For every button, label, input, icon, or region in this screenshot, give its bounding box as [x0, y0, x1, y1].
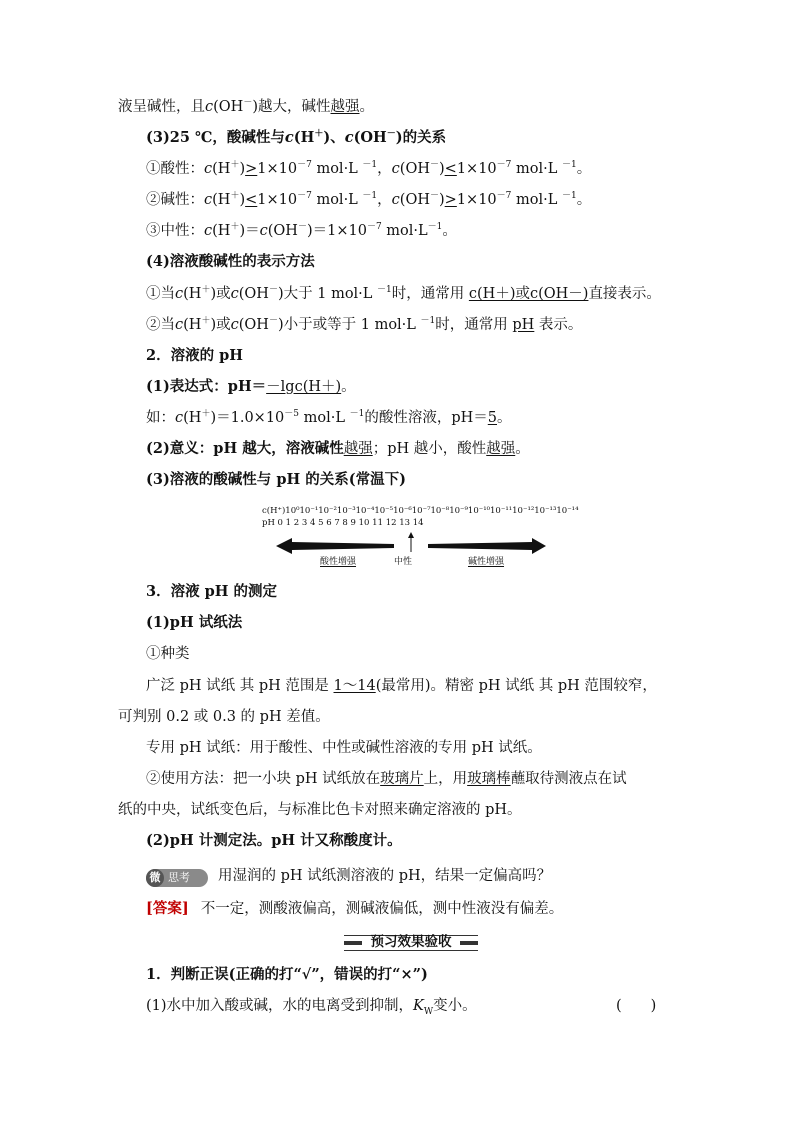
question-1: 1．判断正误(正确的打“√”，错误的打“×”): [146, 966, 428, 983]
section-2-heading: 2．溶液的 pH: [146, 347, 243, 364]
neutral-label: 中性: [394, 557, 413, 567]
ph-row: pH 0 1 2 3 4 5 6 7 8 9 10 11 12 13 14: [262, 518, 424, 528]
line-16: ①种类: [146, 646, 190, 662]
acid-arrow: [276, 538, 394, 554]
base-arrow: [428, 538, 546, 554]
line-7: ①当c(H＋)或c(OH－)大于 1 mol·L $^{-1}$时，通常用 c(H＋)或c(OH－)直接表示。: [146, 285, 661, 302]
think-question: 微 思考 用湿润的 pH 试纸测溶液的 pH，结果一定偏高吗？: [146, 866, 551, 886]
question-1-item-1: (1)水中加入酸或碱，水的电离受到抑制，$K_W$变小。 ( ): [146, 998, 657, 1017]
base-label: 碱性增强: [468, 557, 505, 567]
neutral-arrow-head: [408, 532, 414, 538]
line-15: (1)pH 试纸法: [146, 614, 243, 631]
line-2: (3)25 ℃，酸碱性与c(H＋)、c(OH－)的关系: [146, 129, 447, 146]
line-20: ②使用方法：把一小块 pH 试纸放在玻璃片上，用玻璃棒蘸取待测液点在试: [146, 771, 627, 787]
think-badge: 微 思考: [146, 869, 208, 887]
line-3: ①酸性：$c(H^+)>1\times 10^{-7}$ mol·L $^{-1}$，$c(OH^-)<1\times 10^{-7}$ mol·L $^{-1}$。: [146, 160, 592, 177]
section-3-heading: 3．溶液 pH 的测定: [146, 583, 278, 600]
concentration-row: c(H⁺)10⁰10⁻¹10⁻²10⁻³10⁻⁴10⁻⁵10⁻⁶10⁻⁷10⁻⁸10⁻⁹10⁻¹⁰10⁻¹¹10⁻¹²10⁻¹³10⁻¹⁴: [262, 506, 579, 516]
line-12: (2)意义：pH 越大，溶液碱性越强；pH 越小，酸性越强。: [146, 440, 530, 457]
micro-icon: 微: [146, 869, 164, 887]
line-11: 如：$c(H^+)=1.0\times 10^{-5}$ mol·L $^{-1}$的酸性溶液，pH＝5。: [146, 409, 512, 426]
line-4: ②碱性：$c(H^+)<1\times 10^{-7}$ mol·L $^{-1}$，$c(OH^-)>1\times 10^{-7}$ mol·L $^{-1}$。: [146, 191, 592, 208]
ph-scale-labels: [262, 554, 562, 570]
line-13: (3)溶液的酸碱性与 pH 的关系(常温下): [146, 471, 406, 488]
line-21: 纸的中央，试纸变色后，与标准比色卡对照来确定溶液的 pH。: [118, 802, 522, 818]
line-1: 液呈碱性，且c(OH－)越大，碱性越强。: [118, 98, 375, 115]
line-8: ②当c(H＋)或c(OH－)小于或等于 1 mol·L $^{-1}$时，通常用 pH 表示。: [146, 316, 583, 333]
answer-parentheses: ( ): [616, 998, 657, 1014]
acid-label: 酸性增强: [320, 557, 357, 567]
line-18: 可判别 0.2 或 0.3 的 pH 差值。: [118, 709, 330, 725]
line-17: 广泛 pH 试纸 其 pH 范围是 1～14(最常用)。精密 pH 试纸 其 pH 范围较窄，: [146, 678, 657, 694]
line-5: ③中性：$c(H^+)=c(OH^-)=1\times 10^{-7}$ $mol\cdot L^{-1}$。: [146, 222, 457, 239]
answer-tag: [答案]: [146, 900, 189, 917]
line-19: 专用 pH 试纸：用于酸性、中性或碱性溶液的专用 pH 试纸。: [146, 740, 542, 756]
line-10: (1)表达式：pH＝－lgc(H＋)。: [146, 378, 356, 395]
answer-line: [答案] 不一定，测酸液偏高，测碱液偏低，测中性液没有偏差。: [146, 900, 564, 917]
section-banner: 预习效果验收: [344, 932, 478, 954]
line-22: (2)pH 计测定法。pH 计又称酸度计。: [146, 832, 402, 849]
line-6: (4)溶液酸碱性的表示方法: [146, 253, 315, 270]
